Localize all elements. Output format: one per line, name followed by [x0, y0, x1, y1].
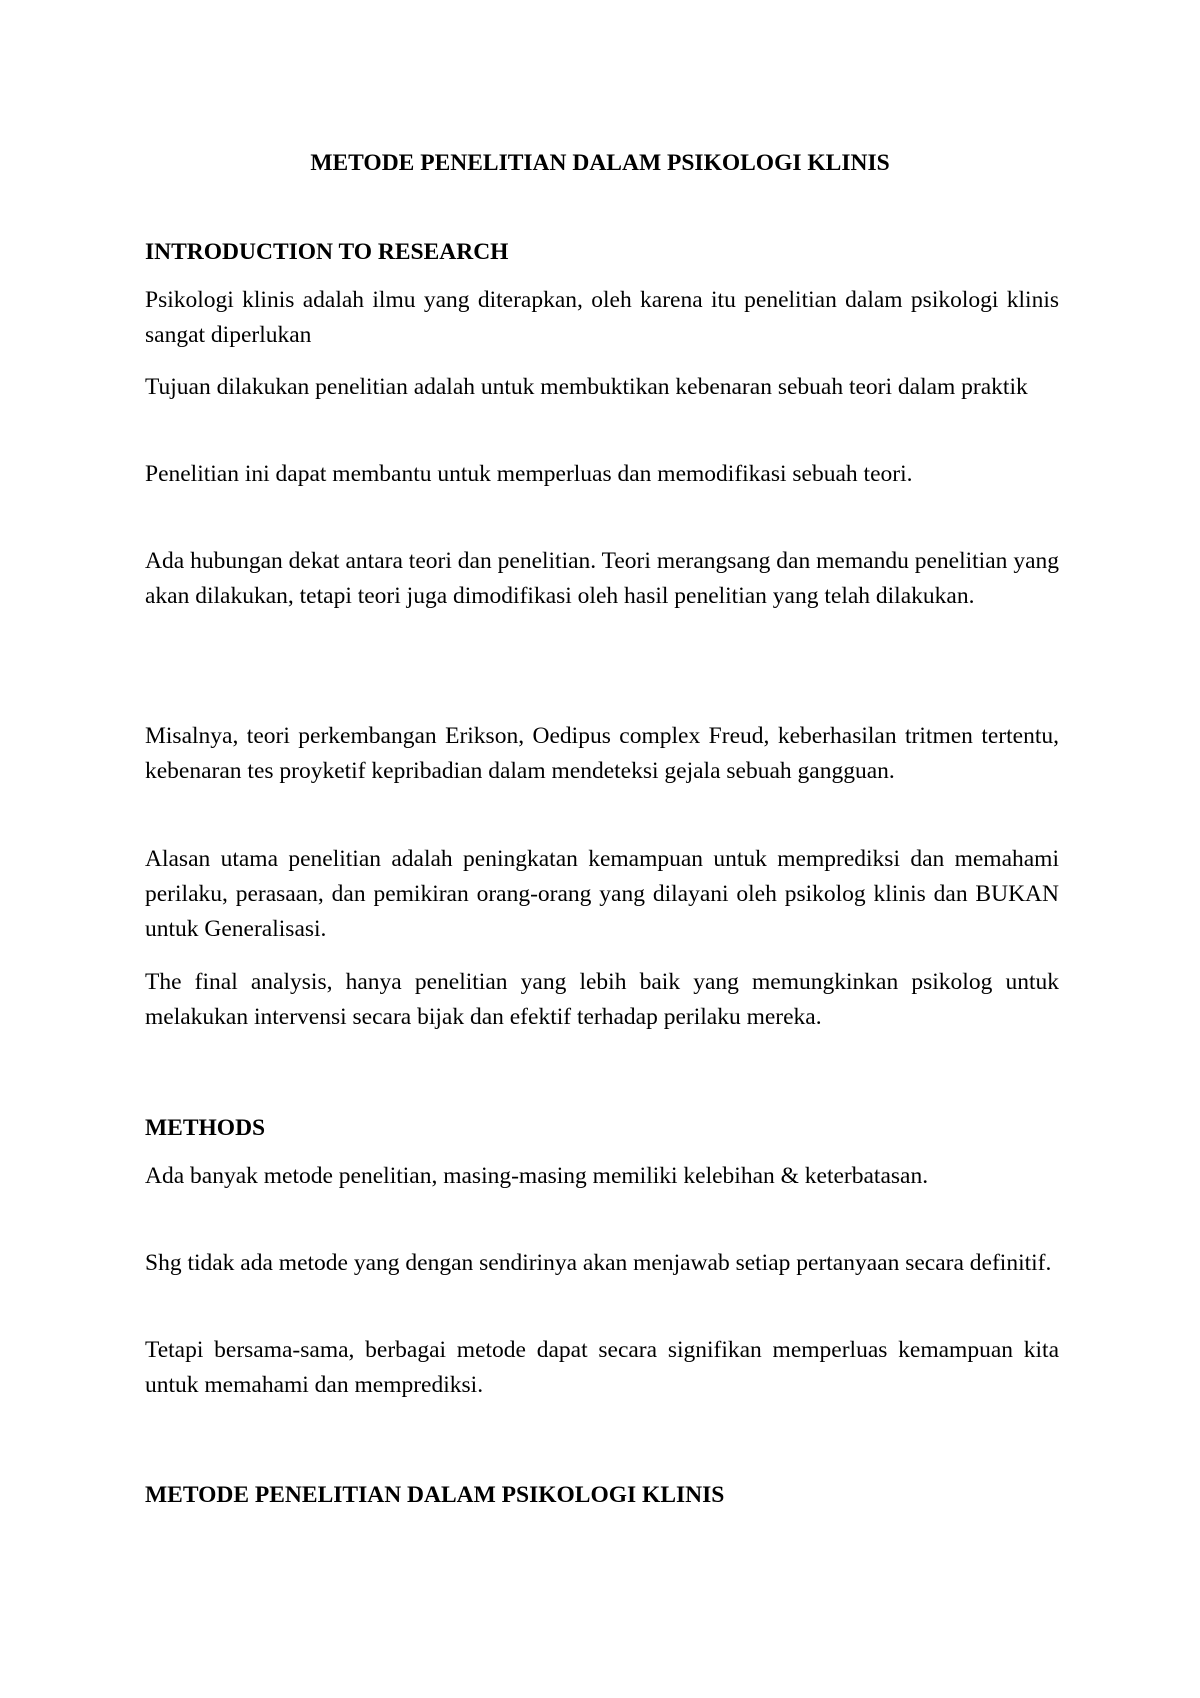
document-title: METODE PENELITIAN DALAM PSIKOLOGI KLINIS: [310, 150, 890, 176]
paragraph: Misalnya, teori perkembangan Erikson, Oedipus complex Freud, keberhasilan tritmen tertentu, kebenaran tes proyketif kepribadian dalam mendeteksi gejala sebuah gangguan.: [145, 723, 1059, 784]
section-heading-introduction: INTRODUCTION TO RESEARCH: [145, 239, 509, 265]
section-heading-methods: METHODS: [145, 1115, 266, 1141]
paragraph: The final analysis, hanya penelitian yang lebih baik yang memungkinkan psikolog untuk melakukan intervensi secara bijak dan efektif terhadap perilaku mereka.: [145, 969, 1059, 1030]
paragraph: Psikologi klinis adalah ilmu yang diterapkan, oleh karena itu penelitian dalam psikologi klinis sangat diperlukan: [145, 287, 1059, 348]
footer-heading: METODE PENELITIAN DALAM PSIKOLOGI KLINIS: [145, 1482, 725, 1508]
paragraph: Alasan utama penelitian adalah peningkatan kemampuan untuk memprediksi dan memahami perilaku, perasaan, dan pemikiran orang-orang yang dilayani oleh psikolog klinis dan BUKAN untuk Generalisasi.: [145, 846, 1059, 942]
paragraph: Shg tidak ada metode yang dengan sendirinya akan menjawab setiap pertanyaan secara definitif.: [145, 1250, 1052, 1276]
paragraph: Ada banyak metode penelitian, masing-masing memiliki kelebihan & keterbatasan.: [145, 1163, 929, 1189]
paragraph: Tujuan dilakukan penelitian adalah untuk membuktikan kebenaran sebuah teori dalam praktik: [145, 374, 1028, 400]
paragraph: Penelitian ini dapat membantu untuk memperluas dan memodifikasi sebuah teori.: [145, 461, 913, 487]
paragraph: Tetapi bersama-sama, berbagai metode dapat secara signifikan memperluas kemampuan kita untuk memahami dan memprediksi.: [145, 1337, 1059, 1398]
paragraph: Ada hubungan dekat antara teori dan penelitian. Teori merangsang dan memandu penelitian yang akan dilakukan, tetapi teori juga dimodifikasi oleh hasil penelitian yang telah dilakukan.: [145, 548, 1059, 609]
